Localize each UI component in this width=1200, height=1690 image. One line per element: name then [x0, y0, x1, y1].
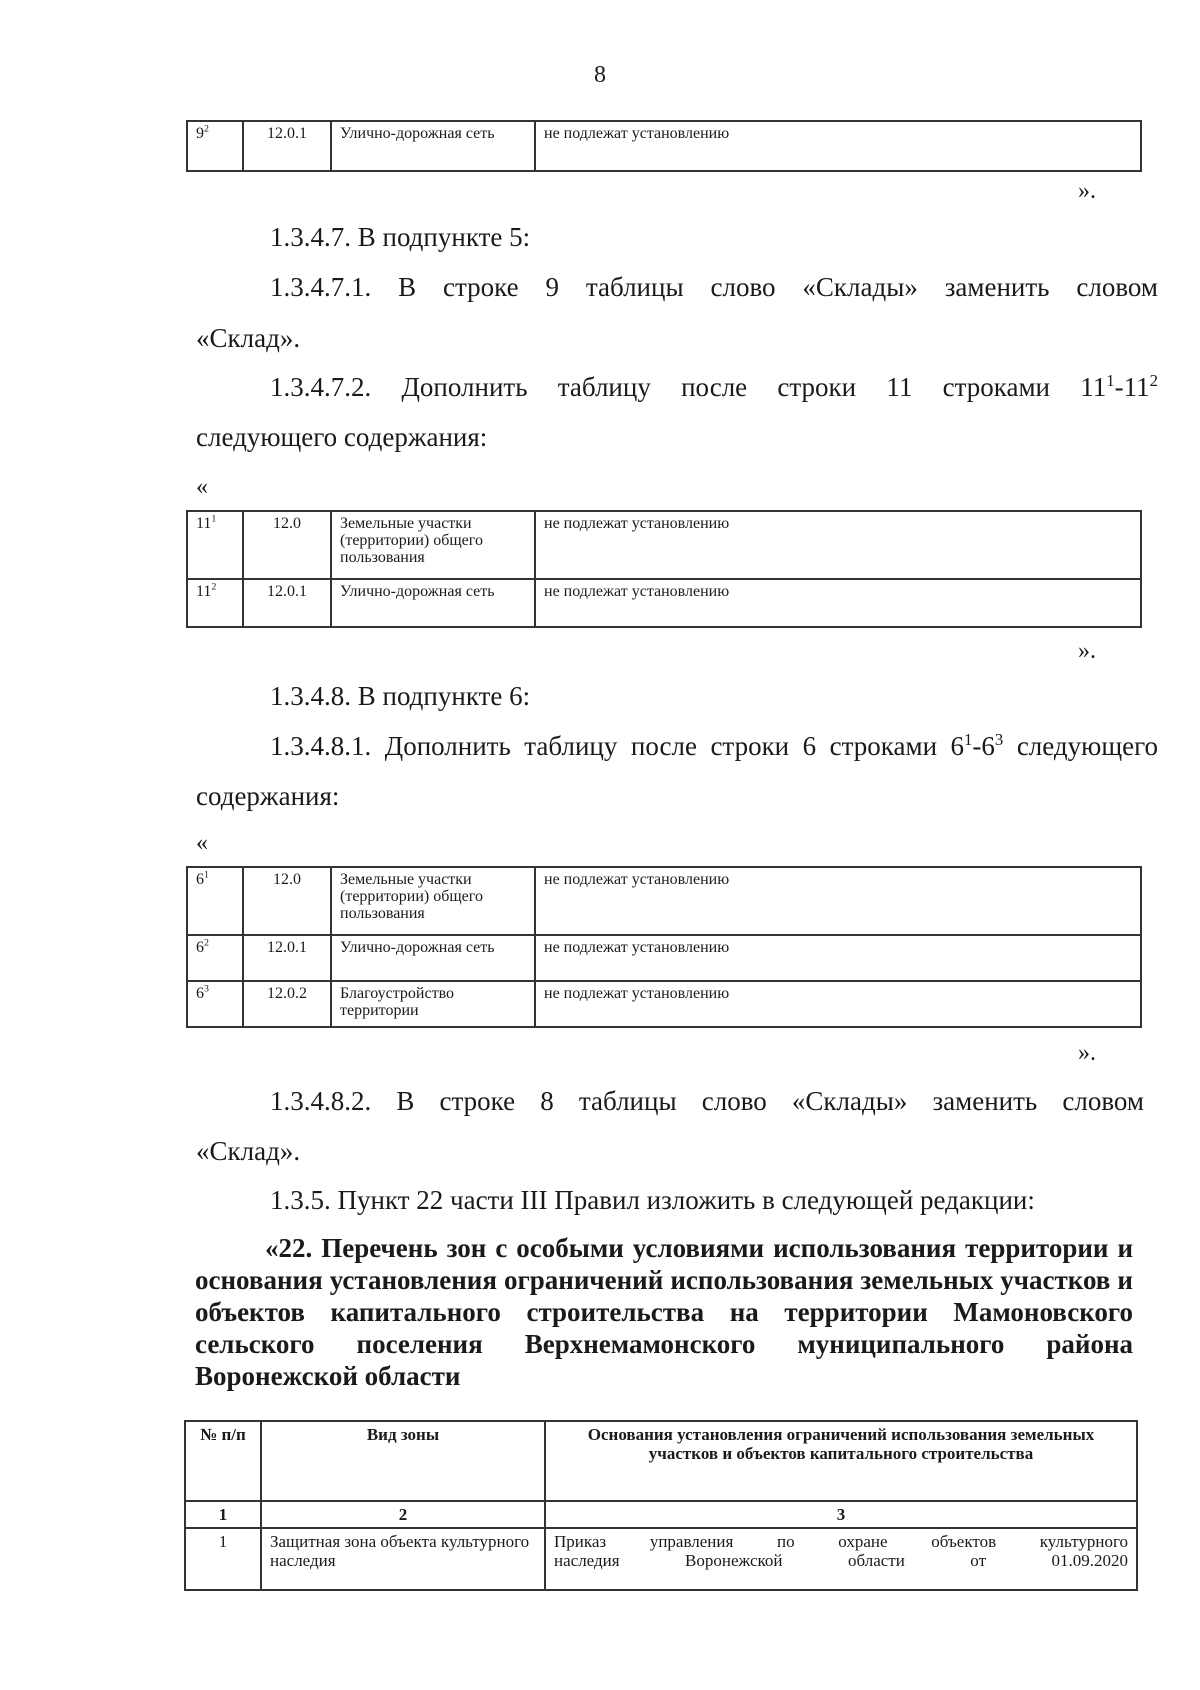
- paragraph-1-3-4-7-1-line2: «Склад».: [196, 323, 301, 353]
- table-row: [187, 579, 1141, 627]
- row-number: $6^2$: [187, 935, 243, 981]
- row-value: не подлежат установлению: [535, 511, 1141, 579]
- row-value: не подлежат установлению: [535, 981, 1141, 1027]
- table-row: [187, 511, 1141, 579]
- row-number: $6^1$: [187, 867, 243, 935]
- zone-basis-line: Приказ управления по охране объектов культурного: [554, 1532, 1128, 1551]
- paragraph-1-3-4-8: 1.3.4.8. В подпункте 6:: [270, 681, 531, 711]
- row-number: 1: [185, 1528, 261, 1590]
- row-value: не подлежат установлению: [535, 935, 1141, 981]
- section-title: «22. Перечень зон с особыми условиями использования территории и основания установления ограничений использования земельных участков и объектов капитального строительства на территории Мамоновского сельского поселения Верхнемамонского муниципального района Воронежской области: [195, 1233, 1133, 1391]
- table-c: [186, 866, 1142, 1028]
- row-code: 12.0: [243, 867, 331, 935]
- row-code: 12.0.1: [243, 121, 331, 171]
- table-a: [186, 120, 1142, 172]
- opening-quote: «: [196, 474, 208, 500]
- opening-quote: «: [196, 830, 208, 856]
- row-number: $6^3$: [187, 981, 243, 1027]
- table-b: [186, 510, 1142, 628]
- closing-quote: ».: [1078, 1040, 1096, 1066]
- zone-type: Защитная зона объекта культурного наследия: [261, 1528, 545, 1590]
- row-name: Благоустройство территории: [331, 981, 535, 1027]
- paragraph-1-3-4-7-1-line1: 1.3.4.7.1. В строке 9 таблицы слово «Склады» заменить словом: [270, 272, 1158, 302]
- row-number: $9^2$: [187, 121, 243, 171]
- table-row: [185, 1528, 1137, 1590]
- zones-table: [184, 1420, 1138, 1591]
- row-number: $11^2$: [187, 579, 243, 627]
- paragraph-1-3-5: 1.3.5. Пункт 22 части III Правил изложить в следующей редакции:: [270, 1185, 1035, 1215]
- paragraph-1-3-4-8-2-line2: «Склад».: [196, 1136, 301, 1166]
- paragraph-1-3-4-7-2-line2: следующего содержания:: [196, 422, 488, 452]
- header-zone-type: Вид зоны: [261, 1421, 545, 1501]
- row-value: не подлежат установлению: [535, 121, 1141, 171]
- row-name: Земельные участки (территории) общего пользования: [331, 511, 535, 579]
- table-row: [187, 121, 1141, 171]
- row-value: не подлежат установлению: [535, 867, 1141, 935]
- table-row: [187, 935, 1141, 981]
- row-code: 12.0.1: [243, 579, 331, 627]
- zone-basis-line: наследия Воронежской области от 01.09.2020: [554, 1551, 1128, 1570]
- column-numbers-row: [185, 1501, 1137, 1528]
- page-number: 8: [594, 62, 606, 88]
- row-value: не подлежат установлению: [535, 579, 1141, 627]
- column-number: 1: [185, 1501, 261, 1528]
- paragraph-1-3-4-8-1-line1: 1.3.4.8.1. Дополнить таблицу после строки 6 строками $6^1-6^3$ следующего: [270, 730, 1158, 761]
- row-name: Улично-дорожная сеть: [331, 121, 535, 171]
- column-number: 2: [261, 1501, 545, 1528]
- row-code: 12.0.1: [243, 935, 331, 981]
- row-name: Улично-дорожная сеть: [331, 935, 535, 981]
- row-code: 12.0.2: [243, 981, 331, 1027]
- paragraph-1-3-4-8-2-line1: 1.3.4.8.2. В строке 8 таблицы слово «Склады» заменить словом: [270, 1086, 1144, 1116]
- closing-quote: ».: [1078, 178, 1096, 204]
- row-number: $11^1$: [187, 511, 243, 579]
- table-row: [187, 981, 1141, 1027]
- paragraph-1-3-4-7-2-line1: 1.3.4.7.2. Дополнить таблицу после строки 11 строками $11^1-11^2$: [270, 371, 1158, 402]
- table-header-row: [185, 1421, 1137, 1501]
- table-row: [187, 867, 1141, 935]
- header-number: № п/п: [185, 1421, 261, 1501]
- zone-basis: [545, 1528, 1137, 1590]
- row-name: Улично-дорожная сеть: [331, 579, 535, 627]
- row-name: Земельные участки (территории) общего пользования: [331, 867, 535, 935]
- paragraph-1-3-4-7: 1.3.4.7. В подпункте 5:: [270, 222, 531, 252]
- row-code: 12.0: [243, 511, 331, 579]
- header-basis: Основания установления ограничений использования земельных участков и объектов капитального строительства: [545, 1421, 1137, 1501]
- paragraph-1-3-4-8-1-line2: содержания:: [196, 781, 340, 811]
- closing-quote: ».: [1078, 638, 1096, 664]
- column-number: 3: [545, 1501, 1137, 1528]
